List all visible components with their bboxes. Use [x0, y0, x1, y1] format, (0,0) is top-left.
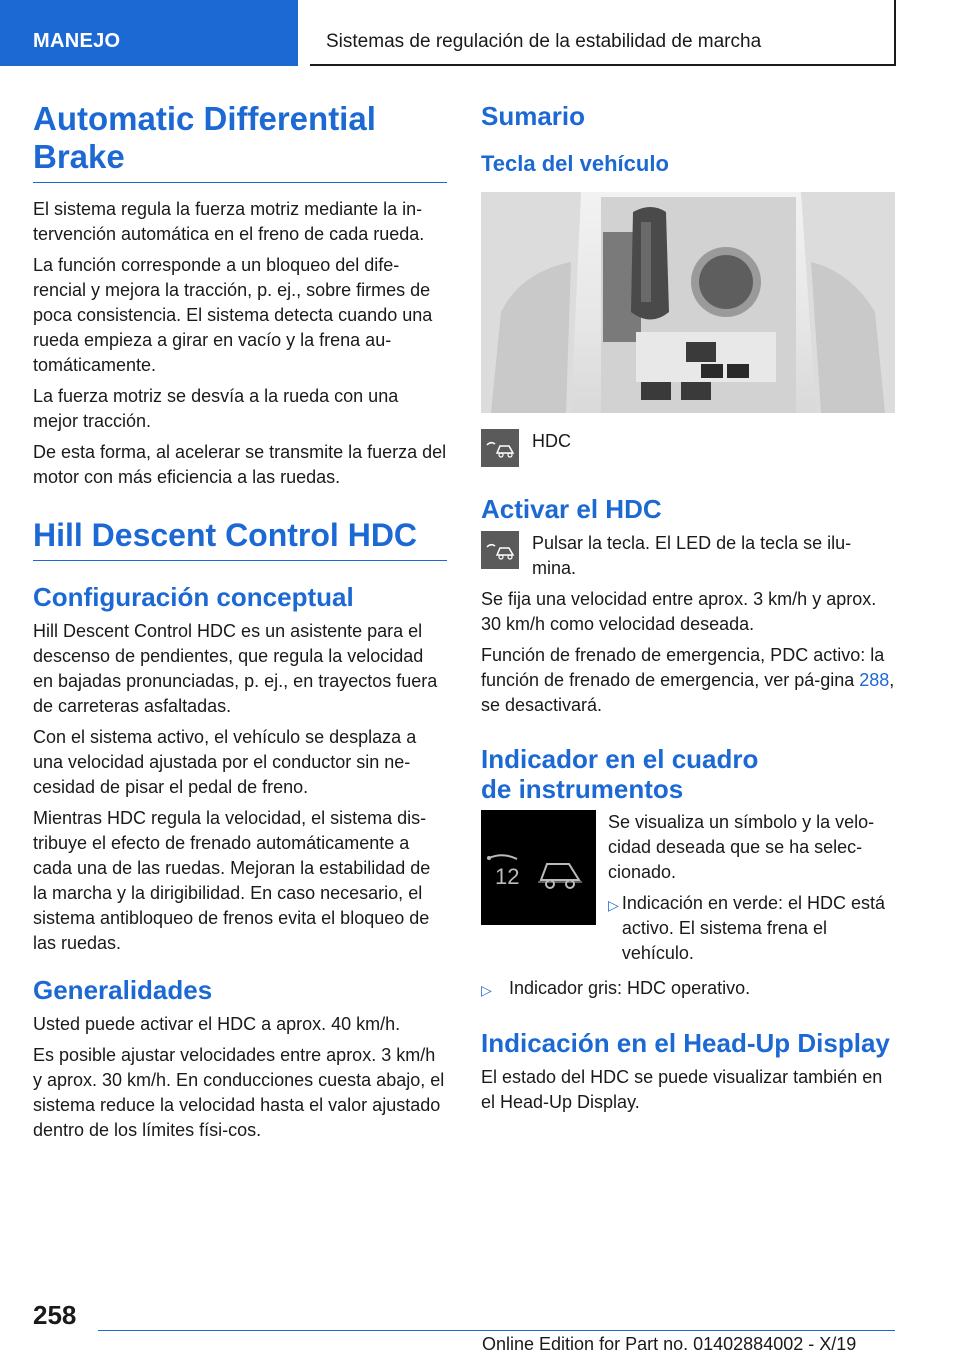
- right-column: [481, 100, 895, 1121]
- concept-paragraph-3: Mientras HDC regula la velocidad, el sistema dis-tribuye el efecto de frenado automáticamente a cada una de las ruedas. Mejoran la estabilidad de la marcha y la dirigibilidad. En caso necesario, el sistema antibloqueo de frenos evita el bloqueo de las ruedas.: [33, 808, 431, 953]
- adb-paragraph-1: El sistema regula la fuerza motriz mediante la in-tervención automática en el freno de cada rueda.: [33, 199, 425, 244]
- instrument-cluster-image: [481, 810, 596, 925]
- indicator-row: [481, 810, 895, 972]
- hdc-key-label: HDC: [532, 431, 571, 451]
- center-console-illustration: [481, 192, 895, 413]
- summary-heading: Sumario: [481, 101, 586, 131]
- footer-edition: Online Edition for Part no. 01402884002 - X/19: [482, 1334, 857, 1354]
- hdc-descent-icon: [481, 429, 519, 467]
- header-section-label: MANEJO: [33, 30, 121, 52]
- indicator-heading: Indicador en el cuadro de instrumentos: [481, 744, 759, 804]
- activate-paragraph-2: Se fija una velocidad entre aprox. 3 km/h y aprox. 30 km/h como velocidad deseada.: [481, 589, 877, 634]
- triangle-bullet-icon: ▷: [608, 897, 619, 913]
- general-heading: Generalidades: [33, 975, 213, 1005]
- key-heading: Tecla del vehículo: [481, 151, 669, 176]
- concept-heading: Configuración conceptual: [33, 582, 354, 612]
- hud-paragraph-1: El estado del HDC se puede visualizar también en el Head-Up Display.: [481, 1067, 883, 1112]
- hdc-key-row: [481, 429, 895, 467]
- concept-paragraph-1: Hill Descent Control HDC es un asistente para el descenso de pendientes, que regula la velocidad en bajadas pronunciadas, p. ej., en trayectos fuera de carreteras asfaltadas.: [33, 621, 438, 716]
- general-paragraph-1: Usted puede activar el HDC a aprox. 40 km/h.: [33, 1014, 401, 1034]
- activate-paragraph-1: Pulsar la tecla. El LED de la tecla se ilu-mina.: [532, 533, 852, 578]
- page-number: 258: [33, 1300, 77, 1330]
- list-item: ▷ Indicación en verde: el HDC está activo. El sistema frena el vehículo.: [608, 891, 895, 966]
- hud-heading: Indicación en el Head-Up Display: [481, 1028, 890, 1058]
- car-descent-icon: [541, 864, 579, 880]
- left-column: [33, 100, 447, 1149]
- footer-divider: [98, 1330, 895, 1331]
- general-paragraph-2: Es posible ajustar velocidades entre aprox. 3 km/h y aprox. 30 km/h. En conducciones cuesta abajo, el sistema reduce la velocidad hasta el valor ajustado dentro de los límites físi-cos.: [33, 1045, 445, 1140]
- header-section-tab: [0, 0, 298, 66]
- indicator-paragraph-1: Se visualiza un símbolo y la velo-cidad deseada que se ha selec-cionado.: [608, 812, 875, 882]
- adb-paragraph-4: De esta forma, al acelerar se transmite la fuerza del motor con más eficiencia a las ruedas.: [33, 442, 447, 487]
- hdc-descent-icon: [481, 531, 519, 569]
- activate-step: [481, 531, 895, 581]
- list-item: ▷ Indicador gris: HDC operativo.: [481, 976, 895, 1003]
- activate-heading: Activar el HDC: [481, 494, 662, 524]
- activate-paragraph-3: Función de frenado de emergencia, PDC activo: la función de frenado de emergencia, ver pá-gina 288, se desactivará.: [481, 645, 895, 715]
- concept-paragraph-2: Con el sistema activo, el vehículo se desplaza a una velocidad ajustada por el conductor sin ne-cesidad de pisar el pedal de freno.: [33, 727, 417, 797]
- header-chapter: [310, 0, 896, 66]
- hdc-heading: Hill Descent Control HDC: [33, 516, 447, 561]
- adb-paragraph-3: La fuerza motriz se desvía a la rueda con una mejor tracción.: [33, 386, 399, 431]
- cluster-speed-value: 12: [495, 864, 520, 889]
- center-console-photo: [481, 192, 895, 413]
- page-reference-link[interactable]: 288: [859, 670, 890, 690]
- indicator-text: [608, 810, 895, 972]
- adb-paragraph-2: La función corresponde a un bloqueo del dife-rencial y mejora la tracción, p. ej., sobre firmes de poca consistencia. El sistema detecta cuando una rueda empieza a girar en vacío y la frena au-tomáticamente.: [33, 255, 433, 375]
- header-chapter-label: Sistemas de regulación de la estabilidad de marcha: [326, 31, 762, 52]
- triangle-bullet-icon: ▷: [481, 982, 492, 998]
- adb-heading: Automatic Differential Brake: [33, 100, 447, 183]
